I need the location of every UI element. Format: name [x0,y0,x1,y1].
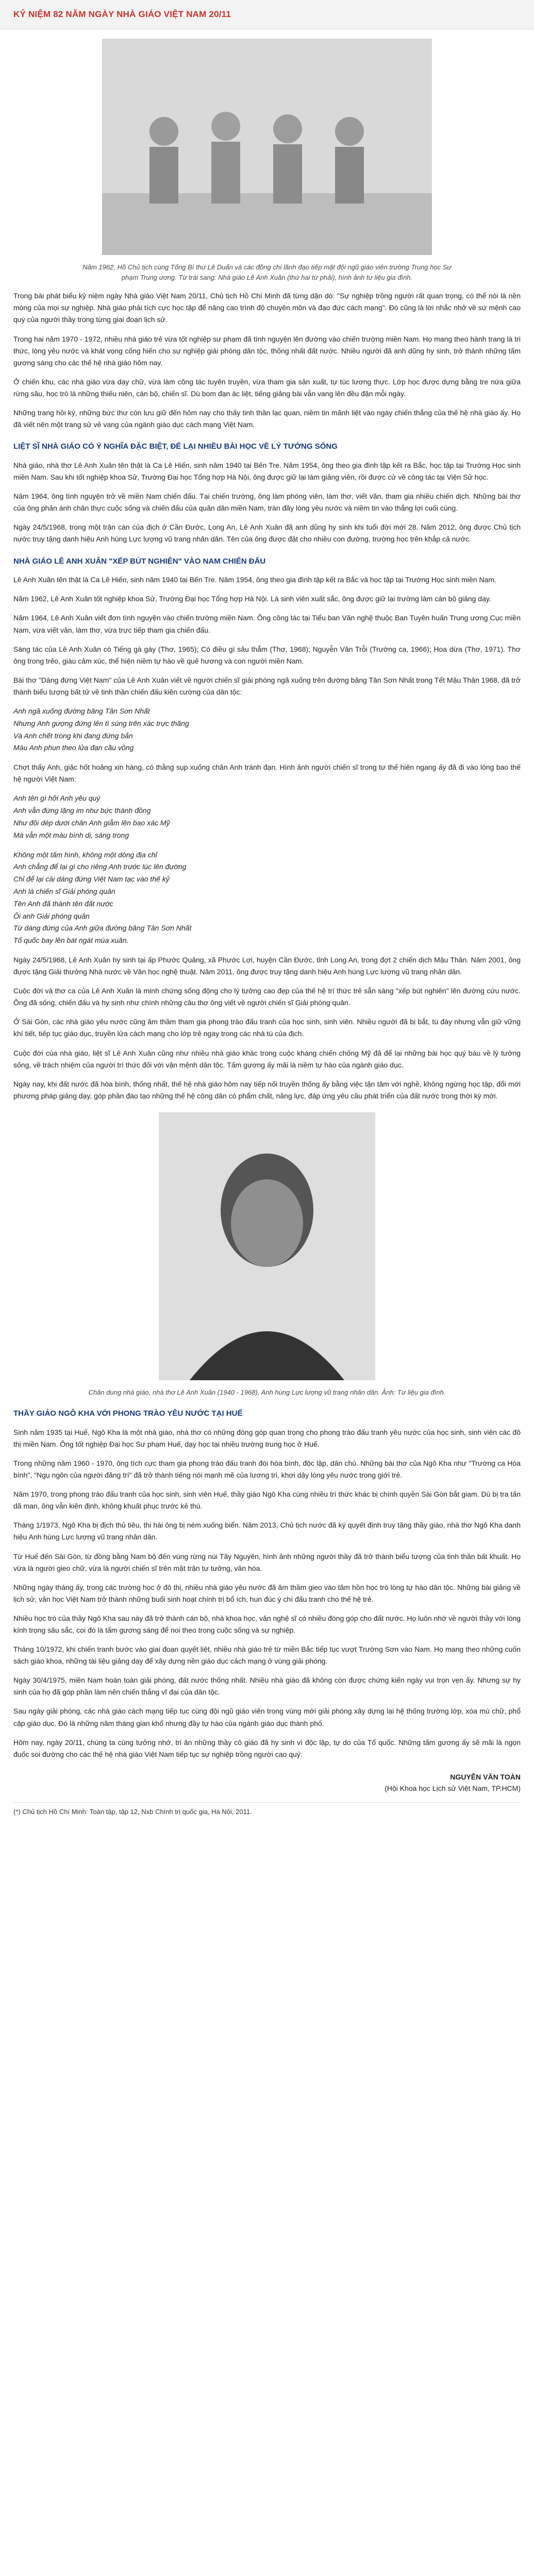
footnote: (*) Chủ tịch Hồ Chí Minh: Toàn tập, tập 12, Nxb Chính trị quốc gia, Hà Nội, 2011. [13,1802,521,1816]
poem-line: Mà vẫn một màu bình dị, sáng trong [13,831,129,839]
poem-stanza-1 [13,705,521,754]
author-name: NGUYỄN VĂN TOÀN [450,1772,521,1781]
section-3-paragraphs [13,1427,521,1760]
paragraph: Từ Huế đến Sài Gòn, từ đồng bằng Nam bộ đến vùng rừng núi Tây Nguyên, hình ảnh những người thầy đã trở thành biểu tượng của tinh thần bất khuất. Họ vừa là người gieo chữ, vừa là người chiến sĩ trên mặt trận tư tưởng, văn hóa. [13,1552,521,1572]
section-2-title: NHÀ GIÁO LÊ ANH XUÂN "XẾP BÚT NGHIÊN" VÀO NAM CHIẾN ĐẤU [13,556,266,566]
poem-line: Anh vẫn đứng lặng im như bức thành đồng [13,806,151,815]
poem-line: Từ dáng đứng của Anh giữa đường băng Tân Sơn Nhất [13,924,192,933]
paragraph: Tháng 1/1973, Ngô Kha bị địch thủ tiêu, thi hài ông bị ném xuống biển. Năm 2013, Chủ tịch nước đã ký quyết định truy tặng thầy giáo, nhà thơ Ngô Kha danh hiệu Anh hùng Lực lượng vũ trang nhân dân. [13,1521,521,1541]
hero-caption: Năm 1962, Hồ Chủ tịch cùng Tổng Bí thư Lê Duẩn và các đồng chí lãnh đạo tiếp mặt đội ngũ giáo viên trường Trung học Sư phạm Trung ương. Từ trái sang: Nhà giáo Lê Anh Xuân (thứ hai từ phải), hình ảnh tư liệu gia đình. [82,263,452,282]
poem-line: Tên Anh đã thành tên đất nước [13,899,113,908]
paragraph: Ngày nay, khi đất nước đã hòa bình, thống nhất, thế hệ nhà giáo hôm nay tiếp nối truyền thống ấy bằng việc tận tâm với nghề, không ngừng học tập, đổi mới phương pháp giảng dạy, góp phần đào tạo những thế hệ công dân có phẩm chất, năng lực, đáp ứng yêu cầu phát triển của đất nước trong thời kỳ mới. [13,1079,521,1100]
poem-line: Anh ngã xuống đường băng Tân Sơn Nhất [13,707,150,716]
poem-line: Nhưng Anh gượng đứng lên tì súng trên xác trực thăng [13,719,189,727]
paragraph: Ở Sài Gòn, các nhà giáo yêu nước cũng âm thầm tham gia phong trào đấu tranh của học sinh, sinh viên. Nhiều người đã bị bắt, tù đày nhưng vẫn giữ vững khí tiết, tiếp tục giáo dục, truyền lửa cách mạng cho lớp trẻ ngay trong các nhà tù của địch. [13,1018,521,1038]
paragraph: Tháng 10/1972, khi chiến tranh bước vào giai đoạn quyết liệt, nhiều nhà giáo trẻ từ miền Bắc tiếp tục vượt Trường Sơn vào Nam. Họ mang theo những cuốn sách giáo khoa, những tài liệu giảng dạy để xây dựng nền giáo dục cách mạng ở vùng giải phóng. [13,1645,521,1666]
poem-line: Anh tên gì hỡi Anh yêu quý [13,794,101,803]
poem-line: Tổ quốc bay lên bát ngát mùa xuân. [13,936,129,945]
paragraph: Sau ngày giải phóng, các nhà giáo cách mạng tiếp tục cùng đội ngũ giáo viên trong vùng mới giải phóng xây dựng lại hệ thống trường lớp, xóa mù chữ, phổ cập giáo dục. Đó là những năm tháng gian khổ nhưng đầy tự hào của ngành giáo dục thành phố. [13,1707,521,1727]
paragraph: Lê Anh Xuân tên thật là Ca Lê Hiến, sinh năm 1940 tại Bến Tre. Năm 1954, ông theo gia đình tập kết ra Bắc và học tập tại Trường Học sinh miền Nam. [13,575,496,584]
paragraph: Trong bài phát biểu kỷ niệm ngày Nhà giáo Việt Nam 20/11, Chủ tịch Hồ Chí Minh đã từng dặn dò: "Sự nghiệp trồng người rất quan trọng, có thể nói là nền móng của mọi sự nghiệp. Nhà giáo phải tích cực học tập để nâng cao trình độ chuyên môn và đạo đức cách mạng". Đó cũng là lời nhắc nhở về sứ mệnh cao quý của người thầy trong từng giai đoạn lịch sử. [13,292,521,324]
paragraph: Năm 1964, Lê Anh Xuân viết đơn tình nguyện vào chiến trường miền Nam. Ông công tác tại Tiểu ban Văn nghệ thuộc Ban Tuyên huấn Trung ương Cục miền Nam, vừa viết văn, làm thơ, vừa trực tiếp tham gia chiến đấu. [13,614,521,634]
paragraph: Cuộc đời của nhà giáo, liệt sĩ Lê Anh Xuân cũng như nhiều nhà giáo khác trong cuộc kháng chiến chống Mỹ đã để lại những bài học quý báu về lý tưởng sống, về trách nhiệm của người trí thức đối với vận mệnh dân tộc. Tấm gương ấy mãi là niềm tự hào của ngành giáo dục. [13,1048,521,1069]
portrait-photo [159,1112,375,1380]
article-header [0,0,534,29]
intro-paragraphs [13,290,521,431]
poem-line: Không một tấm hình, không một dòng địa chỉ [13,850,157,859]
paragraph: Những ngày tháng ấy, trong các trường học ở đô thị, nhiều nhà giáo yêu nước đã âm thầm gieo vào tâm hồn học trò lòng tự hào dân tộc. Những bài giảng về lịch sử, văn học Việt Nam trở thành những buổi sinh hoạt chính trị bổ ích, hun đúc ý chí đấu tranh cho thế hệ trẻ. [13,1583,521,1603]
poem-line: Chỉ để lại cái dáng đứng Việt Nam tạc vào thế kỷ [13,875,170,884]
paragraph: Trong hai năm 1970 - 1972, nhiều nhà giáo trẻ vừa tốt nghiệp sư phạm đã tình nguyện lên đường vào chiến trường miền Nam. Họ mang theo hành trang là tri thức, lòng yêu nước và khát vọng cống hiến cho sự nghiệp giải phóng dân tộc, thống nhất đất nước. Nhiều người đã anh dũng hy sinh, trở thành những tấm gương sáng cho các thế hệ nhà giáo hôm nay. [13,334,521,367]
poem-line: Và Anh chết trong khi đang đứng bắn [13,731,133,740]
poem-stanza-3 [13,849,521,947]
author-role: (Hội Khoa học Lịch sử Việt Nam, TP.HCM) [385,1784,521,1792]
paragraph: Năm 1970, trong phong trào đấu tranh của học sinh, sinh viên Huế, thầy giáo Ngô Kha cùng nhiều trí thức khác bị chính quyền Sài Gòn bắt giam. Dù bị tra tấn dã man, ông vẫn kiên định, không khuất phục trước kẻ thù. [13,1490,521,1511]
paragraph: Hôm nay, ngày 20/11, chúng ta cùng tưởng nhớ, tri ân những thầy cô giáo đã hy sinh vì độc lập, tự do của Tổ quốc. Những tấm gương ấy sẽ mãi là ngọn đuốc soi đường cho các thế hệ nhà giáo Việt Nam tiếp tục sự nghiệp trồng người cao quý. [13,1738,521,1758]
paragraph: Những trang hồi ký, những bức thư còn lưu giữ đến hôm nay cho thấy tinh thần lạc quan, niềm tin mãnh liệt vào ngày chiến thắng của thế hệ nhà giáo ấy. Họ đã viết nên một trang sử vẻ vang của ngành giáo dục cách mạng Việt Nam. [13,409,521,429]
portrait-caption: Chân dung nhà giáo, nhà thơ Lê Anh Xuân (1940 - 1968), Anh hùng Lực lượng vũ trang nhân dân. Ảnh: Tư liệu gia đình. [88,1388,446,1396]
paragraph: Ngày 24/5/1968, trong một trận càn của địch ở Cần Đước, Long An, Lê Anh Xuân đã anh dũng hy sinh khi tuổi đời mới 28. Năm 2012, ông được Chủ tịch nước truy tặng danh hiệu Anh hùng Lực lượng vũ trang nhân dân. Tên của ông được đặt cho nhiều con đường, trường học trên khắp cả nước. [13,523,521,544]
poem-line: Ôi anh Giải phóng quân [13,911,90,920]
section-1-title: LIỆT SĨ NHÀ GIÁO CÓ Ý NGHĨA ĐẶC BIỆT, ĐỂ LẠI NHIỀU BÀI HỌC VỀ LÝ TƯỞNG SỐNG [13,442,338,451]
paragraph: Trong những năm 1960 - 1970, ông tích cực tham gia phong trào đấu tranh đòi hòa bình, độc lập, dân chủ. Những bài thơ của Ngô Kha như "Trường ca Hòa bình", "Ngụ ngôn của người đãng trí" đã trở thành tiếng nói mạnh mẽ của lương tri, khơi dậy lòng yêu nước trong giới trẻ. [13,1459,521,1480]
paragraph: Sinh năm 1935 tại Huế, Ngô Kha là một nhà giáo, nhà thơ có những đóng góp quan trọng cho phong trào đấu tranh yêu nước của học sinh, sinh viên các đô thị miền Nam. Ông tốt nghiệp Đại học Sư phạm Huế, dạy học tại nhiều trường trung học ở Huế. [13,1428,521,1448]
paragraph: Năm 1962, Lê Anh Xuân tốt nghiệp khoa Sử, Trường Đại học Tổng hợp Hà Nội. Là sinh viên xuất sắc, ông được giữ lại trường làm cán bộ giảng dạy. [13,595,491,603]
paragraph: Ở chiến khu, các nhà giáo vừa dạy chữ, vừa làm công tác tuyên truyền, vừa tham gia sản xuất, tự túc lương thực. Lớp học được dựng bằng tre nứa giữa rừng sâu, học trò là những thiếu niên, cán bộ, chiến sĩ. Dù bom đạn ác liệt, tiếng giảng bài vẫn vang lên đều đặn mỗi ngày. [13,377,521,398]
section-1-paragraphs [13,460,521,546]
paragraph: Sáng tác của Lê Anh Xuân có Tiếng gà gáy (Thơ, 1965); Có điều gì sâu thẳm (Thơ, 1968); Nguyễn Văn Trỗi (Trường ca, 1966); Hoa dừa (Thơ, 1971). Thơ ông trong trẻo, giàu cảm xúc, thể hiện niềm tự hào về quê hương và con người miền Nam. [13,645,521,665]
section-3-title: THẦY GIÁO NGÔ KHA VỚI PHONG TRÀO YÊU NƯỚC TẠI HUẾ [13,1409,243,1418]
section-2-mid-paragraph: Chợt thấy Anh, giặc hốt hoảng xin hàng, có thằng sụp xuống chân Anh tránh đạn. Hình ảnh người chiến sĩ trong tư thế hiên ngang ấy đã đi vào lòng bao thế hệ người Việt Nam: [13,763,521,784]
paragraph: Nhiều học trò của thầy Ngô Kha sau này đã trở thành cán bộ, nhà khoa học, văn nghệ sĩ có nhiều đóng góp cho đất nước. Họ luôn nhớ về người thầy với lòng kính trọng sâu sắc, coi đó là tấm gương sáng để noi theo trong cuộc sống và sự nghiệp. [13,1614,521,1635]
section-2-paragraphs-after [13,954,521,1102]
article-body [0,39,534,1816]
paragraph: Nhà giáo, nhà thơ Lê Anh Xuân tên thật là Ca Lê Hiến, sinh năm 1940 tại Bến Tre. Năm 1954, ông theo gia đình tập kết ra Bắc, học tập tại Trường Học sinh miền Nam. Sau khi tốt nghiệp khoa Sử, Trường Đại học Tổng hợp Hà Nội, ông được giữ lại làm giảng viên, rồi được cử về công tác tại Viện Sử học. [13,461,521,482]
poem-line: Như đôi dép dưới chân Anh giẫm lên bao xác Mỹ [13,819,170,827]
article-kicker: KỶ NIỆM 82 NĂM NGÀY NHÀ GIÁO VIỆT NAM 20/11 [13,9,231,19]
poem-line: Máu Anh phun theo lửa đạn cầu vồng [13,743,134,752]
poem-stanza-2 [13,792,521,841]
section-2-paragraphs [13,574,521,698]
paragraph: Ngày 24/5/1968, Lê Anh Xuân hy sinh tại ấp Phước Quảng, xã Phước Lợi, huyện Cần Đước, tỉnh Long An, trong đợt 2 chiến dịch Mậu Thân. Năm 2001, ông được tặng Giải thưởng Nhà nước về Văn học nghệ thuật. Năm 2011, ông được truy tặng danh hiệu Anh hùng Lực lượng vũ trang nhân dân. [13,955,521,976]
paragraph: Ngày 30/4/1975, miền Nam hoàn toàn giải phóng, đất nước thống nhất. Nhiều nhà giáo đã không còn được chứng kiến ngày vui trọn vẹn ấy. Nhưng sự hy sinh của họ đã góp phần làm nên chiến thắng vĩ đại của dân tộc. [13,1676,521,1697]
hero-photo [102,39,432,255]
paragraph: Cuộc đời và thơ ca của Lê Anh Xuân là minh chứng sống động cho lý tưởng cao đẹp của thế hệ trí thức trẻ sẵn sàng "xếp bút nghiên" lên đường cứu nước. Ông đã sống, chiến đấu và hy sinh như chính những câu thơ ông viết về người chiến sĩ Giải phóng quân. [13,987,521,1007]
paragraph: Năm 1964, ông tình nguyện trở về miền Nam chiến đấu. Tại chiến trường, ông làm phóng viên, làm thơ, viết văn, tham gia nhiều chiến dịch. Những bài thơ của ông phản ánh chân thực cuộc sống và chiến đấu của quân dân miền Nam, tràn đầy lòng yêu nước và niềm tin vào thắng lợi cuối cùng. [13,492,521,513]
author-signature [13,1772,521,1794]
paragraph: Bài thơ "Dáng đứng Việt Nam" của Lê Anh Xuân viết về người chiến sĩ giải phóng ngã xuống trên đường băng Tân Sơn Nhất trong Tết Mậu Thân 1968, đã trở thành biểu tượng bất tử về tinh thần chiến đấu kiên cường của dân tộc: [13,675,521,696]
poem-line: Anh chẳng để lại gì cho riêng Anh trước lúc lên đường [13,862,187,871]
poem-line: Anh là chiến sĩ Giải phóng quân [13,887,115,895]
